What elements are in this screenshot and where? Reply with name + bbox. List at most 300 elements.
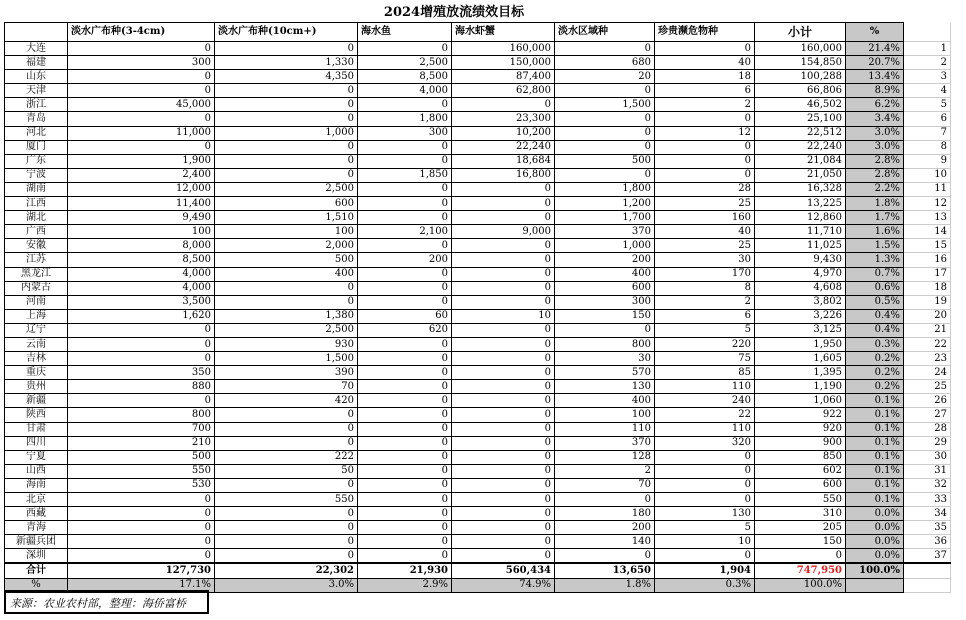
header-rank [904, 23, 951, 42]
value-cell-c1: 0 [68, 323, 215, 337]
total-c6: 1,904 [655, 563, 755, 578]
total-c1: 127,730 [68, 563, 215, 578]
total-c3: 21,930 [358, 563, 452, 578]
value-cell-c6: 0 [655, 140, 755, 154]
value-cell-c5: 300 [555, 295, 655, 309]
value-cell-c4: 0 [452, 478, 555, 492]
region-cell: 青海 [5, 521, 68, 535]
value-cell-c3: 0 [358, 450, 452, 464]
value-cell-c1: 1,620 [68, 309, 215, 323]
share-c3: 2.9% [358, 578, 452, 592]
table-row [5, 281, 951, 295]
value-cell-c5: 1,000 [555, 239, 655, 253]
table-row [5, 323, 951, 337]
value-cell-c1: 700 [68, 422, 215, 436]
value-cell-c6: 22 [655, 408, 755, 422]
pct-cell: 3.0% [846, 126, 904, 140]
value-cell-subtotal: 16,328 [755, 182, 846, 196]
value-cell-c5: 140 [555, 535, 655, 549]
region-cell: 四川 [5, 436, 68, 450]
region-cell: 海南 [5, 478, 68, 492]
value-cell-c4: 0 [452, 366, 555, 380]
value-cell-c2: 0 [215, 140, 358, 154]
value-cell-c2: 930 [215, 337, 358, 351]
value-cell-c5: 0 [555, 84, 655, 98]
pct-cell: 0.0% [846, 521, 904, 535]
region-cell: 贵州 [5, 380, 68, 394]
value-cell-c4: 0 [452, 493, 555, 507]
value-cell-c4: 0 [452, 281, 555, 295]
value-cell-c3: 0 [358, 182, 452, 196]
pct-cell: 0.4% [846, 323, 904, 337]
value-cell-c4: 0 [452, 239, 555, 253]
value-cell-subtotal: 100,288 [755, 70, 846, 84]
value-cell-subtotal: 21,050 [755, 168, 846, 182]
table-row [5, 197, 951, 211]
value-cell-c5: 370 [555, 436, 655, 450]
table-row [5, 42, 951, 56]
value-cell-subtotal: 154,850 [755, 56, 846, 70]
table-row [5, 182, 951, 196]
value-cell-c6: 0 [655, 493, 755, 507]
value-cell-c1: 880 [68, 380, 215, 394]
table-row [5, 450, 951, 464]
value-cell-subtotal: 920 [755, 422, 846, 436]
value-cell-c6: 75 [655, 352, 755, 366]
value-cell-c6: 0 [655, 549, 755, 564]
value-cell-c1: 12,000 [68, 182, 215, 196]
region-cell: 甘肃 [5, 422, 68, 436]
header-c6: 珍贵濒危物种 [655, 23, 755, 42]
pct-cell: 0.2% [846, 352, 904, 366]
pct-cell: 0.2% [846, 380, 904, 394]
pct-cell: 0.1% [846, 408, 904, 422]
table-row [5, 140, 951, 154]
table-row [5, 253, 951, 267]
rank-cell: 9 [904, 154, 951, 168]
table-row [5, 422, 951, 436]
table-row [5, 267, 951, 281]
value-cell-subtotal: 22,512 [755, 126, 846, 140]
value-cell-c1: 550 [68, 464, 215, 478]
value-cell-c3: 0 [358, 507, 452, 521]
value-cell-c6: 160 [655, 211, 755, 225]
value-cell-c4: 0 [452, 267, 555, 281]
value-cell-c6: 110 [655, 422, 755, 436]
region-cell: 大连 [5, 42, 68, 56]
table-row [5, 70, 951, 84]
value-cell-subtotal: 4,970 [755, 267, 846, 281]
value-cell-subtotal: 900 [755, 436, 846, 450]
value-cell-c6: 170 [655, 267, 755, 281]
value-cell-c5: 570 [555, 366, 655, 380]
value-cell-subtotal: 46,502 [755, 98, 846, 112]
total-label: 合计 [5, 563, 68, 578]
pct-cell: 0.5% [846, 295, 904, 309]
value-cell-c3: 0 [358, 337, 452, 351]
table-row [5, 478, 951, 492]
value-cell-c6: 12 [655, 126, 755, 140]
value-cell-c3: 1,850 [358, 168, 452, 182]
rank-cell: 10 [904, 168, 951, 182]
header-region [5, 23, 68, 42]
value-cell-subtotal: 66,806 [755, 84, 846, 98]
rank-cell: 20 [904, 309, 951, 323]
value-cell-c6: 28 [655, 182, 755, 196]
value-cell-c6: 25 [655, 239, 755, 253]
value-cell-c3: 0 [358, 380, 452, 394]
value-cell-c6: 0 [655, 478, 755, 492]
value-cell-c1: 530 [68, 478, 215, 492]
region-cell: 河北 [5, 126, 68, 140]
value-cell-c6: 110 [655, 380, 755, 394]
rank-cell: 5 [904, 98, 951, 112]
value-cell-c3: 2,100 [358, 225, 452, 239]
value-cell-c1: 45,000 [68, 98, 215, 112]
value-cell-c4: 0 [452, 380, 555, 394]
value-cell-c6: 0 [655, 112, 755, 126]
region-cell: 湖北 [5, 211, 68, 225]
value-cell-c4: 0 [452, 253, 555, 267]
value-cell-c6: 6 [655, 84, 755, 98]
value-cell-c4: 10 [452, 309, 555, 323]
value-cell-c1: 0 [68, 535, 215, 549]
value-cell-c3: 1,800 [358, 112, 452, 126]
value-cell-c4: 0 [452, 197, 555, 211]
value-cell-subtotal: 205 [755, 521, 846, 535]
value-cell-subtotal: 600 [755, 478, 846, 492]
rank-cell: 18 [904, 281, 951, 295]
value-cell-c2: 2,500 [215, 323, 358, 337]
value-cell-c3: 200 [358, 253, 452, 267]
region-cell: 辽宁 [5, 323, 68, 337]
value-cell-c2: 550 [215, 493, 358, 507]
value-cell-subtotal: 310 [755, 507, 846, 521]
table-row [5, 98, 951, 112]
value-cell-c1: 0 [68, 70, 215, 84]
region-cell: 厦门 [5, 140, 68, 154]
value-cell-c2: 50 [215, 464, 358, 478]
table-row [5, 225, 951, 239]
value-cell-c1: 800 [68, 408, 215, 422]
table-row [5, 309, 951, 323]
pct-cell: 2.8% [846, 168, 904, 182]
table-row [5, 211, 951, 225]
value-cell-c2: 390 [215, 366, 358, 380]
value-cell-c5: 800 [555, 337, 655, 351]
pct-cell: 1.3% [846, 253, 904, 267]
header-c2: 淡水广布种(10cm+) [215, 23, 358, 42]
table-row [5, 295, 951, 309]
value-cell-c1: 0 [68, 337, 215, 351]
value-cell-c4: 22,240 [452, 140, 555, 154]
share-c5: 1.8% [555, 578, 655, 592]
value-cell-c6: 220 [655, 337, 755, 351]
region-cell: 青岛 [5, 112, 68, 126]
value-cell-c1: 4,000 [68, 267, 215, 281]
total-pct: 100.0% [846, 563, 904, 578]
value-cell-c3: 4,000 [358, 84, 452, 98]
pct-cell: 0.0% [846, 535, 904, 549]
region-cell: 江苏 [5, 253, 68, 267]
table-row [5, 394, 951, 408]
header-c3: 海水鱼 [358, 23, 452, 42]
rank-cell: 34 [904, 507, 951, 521]
value-cell-c1: 0 [68, 352, 215, 366]
table-row [5, 408, 951, 422]
value-cell-c6: 0 [655, 450, 755, 464]
value-cell-c6: 2 [655, 98, 755, 112]
pct-cell: 8.9% [846, 84, 904, 98]
pct-cell: 0.1% [846, 394, 904, 408]
table-row [5, 56, 951, 70]
value-cell-c4: 0 [452, 535, 555, 549]
region-cell: 内蒙古 [5, 281, 68, 295]
value-cell-c5: 1,200 [555, 197, 655, 211]
table-row [5, 168, 951, 182]
value-cell-c1: 0 [68, 140, 215, 154]
value-cell-c4: 0 [452, 352, 555, 366]
value-cell-subtotal: 13,225 [755, 197, 846, 211]
value-cell-c1: 300 [68, 56, 215, 70]
region-cell: 上海 [5, 309, 68, 323]
value-cell-c2: 1,330 [215, 56, 358, 70]
region-cell: 河南 [5, 295, 68, 309]
value-cell-subtotal: 22,240 [755, 140, 846, 154]
region-cell: 黑龙江 [5, 267, 68, 281]
value-cell-c2: 0 [215, 168, 358, 182]
rank-cell: 31 [904, 464, 951, 478]
value-cell-c4: 0 [452, 464, 555, 478]
value-cell-subtotal: 9,430 [755, 253, 846, 267]
table-row [5, 521, 951, 535]
value-cell-subtotal: 21,084 [755, 154, 846, 168]
pct-cell: 0.7% [846, 267, 904, 281]
pct-cell: 0.0% [846, 507, 904, 521]
table-row [5, 493, 951, 507]
value-cell-c5: 0 [555, 493, 655, 507]
pct-cell: 0.6% [846, 281, 904, 295]
value-cell-c3: 0 [358, 98, 452, 112]
share-c4: 74.9% [452, 578, 555, 592]
table-row [5, 84, 951, 98]
value-cell-c3: 0 [358, 549, 452, 564]
value-cell-subtotal: 11,710 [755, 225, 846, 239]
pct-cell: 3.4% [846, 112, 904, 126]
value-cell-c2: 0 [215, 549, 358, 564]
region-cell: 新疆 [5, 394, 68, 408]
value-cell-c6: 25 [655, 197, 755, 211]
rank-cell: 14 [904, 225, 951, 239]
value-cell-c2: 0 [215, 478, 358, 492]
region-cell: 湖南 [5, 182, 68, 196]
value-cell-c3: 0 [358, 197, 452, 211]
value-cell-c2: 0 [215, 98, 358, 112]
rank-cell: 27 [904, 408, 951, 422]
region-cell: 西藏 [5, 507, 68, 521]
region-cell: 宁夏 [5, 450, 68, 464]
region-cell: 北京 [5, 493, 68, 507]
rank-cell: 3 [904, 70, 951, 84]
rank-cell: 17 [904, 267, 951, 281]
value-cell-c3: 0 [358, 211, 452, 225]
value-cell-c4: 150,000 [452, 56, 555, 70]
table-row [5, 126, 951, 140]
share-label: % [5, 578, 68, 592]
value-cell-c4: 0 [452, 295, 555, 309]
value-cell-c1: 0 [68, 112, 215, 126]
value-cell-c6: 85 [655, 366, 755, 380]
value-cell-c1: 8,500 [68, 253, 215, 267]
value-cell-c6: 0 [655, 42, 755, 56]
pct-cell: 0.2% [846, 366, 904, 380]
rank-cell: 26 [904, 394, 951, 408]
value-cell-c3: 2,500 [358, 56, 452, 70]
value-cell-c5: 400 [555, 394, 655, 408]
value-cell-c6: 240 [655, 394, 755, 408]
pct-cell: 6.2% [846, 98, 904, 112]
table-row [5, 154, 951, 168]
value-cell-c2: 1,000 [215, 126, 358, 140]
share-c6: 0.3% [655, 578, 755, 592]
value-cell-c5: 110 [555, 422, 655, 436]
total-subtotal: 747,950 [755, 563, 846, 578]
value-cell-c4: 0 [452, 323, 555, 337]
value-cell-c2: 0 [215, 521, 358, 535]
value-cell-c4: 23,300 [452, 112, 555, 126]
total-row [5, 563, 951, 578]
pct-cell: 3.0% [846, 140, 904, 154]
value-cell-c6: 0 [655, 154, 755, 168]
value-cell-c1: 0 [68, 549, 215, 564]
rank-cell: 4 [904, 84, 951, 98]
rank-cell: 2 [904, 56, 951, 70]
value-cell-subtotal: 1,950 [755, 337, 846, 351]
rank-cell: 21 [904, 323, 951, 337]
value-cell-c4: 0 [452, 211, 555, 225]
pct-cell: 20.7% [846, 56, 904, 70]
value-cell-c5: 128 [555, 450, 655, 464]
spreadsheet [4, 4, 951, 593]
region-cell: 山东 [5, 70, 68, 84]
value-cell-c2: 100 [215, 225, 358, 239]
header-pct: % [846, 23, 904, 42]
value-cell-c1: 210 [68, 436, 215, 450]
value-cell-c3: 0 [358, 295, 452, 309]
rank-cell: 6 [904, 112, 951, 126]
value-cell-c2: 0 [215, 422, 358, 436]
rank-cell: 1 [904, 42, 951, 56]
value-cell-c1: 500 [68, 450, 215, 464]
region-cell: 江西 [5, 197, 68, 211]
table-row [5, 535, 951, 549]
region-cell: 广西 [5, 225, 68, 239]
value-cell-c5: 0 [555, 126, 655, 140]
value-cell-c6: 2 [655, 295, 755, 309]
value-cell-c4: 0 [452, 521, 555, 535]
value-cell-c3: 0 [358, 408, 452, 422]
pct-cell: 0.1% [846, 436, 904, 450]
value-cell-c3: 0 [358, 267, 452, 281]
value-cell-c4: 0 [452, 394, 555, 408]
value-cell-c6: 40 [655, 225, 755, 239]
value-cell-c1: 11,400 [68, 197, 215, 211]
value-cell-c2: 600 [215, 197, 358, 211]
value-cell-c5: 400 [555, 267, 655, 281]
value-cell-c2: 0 [215, 535, 358, 549]
value-cell-c4: 0 [452, 98, 555, 112]
share-subtotal: 100.0% [755, 578, 846, 592]
value-cell-c4: 0 [452, 507, 555, 521]
value-cell-c4: 18,684 [452, 154, 555, 168]
value-cell-c5: 370 [555, 225, 655, 239]
value-cell-c2: 0 [215, 408, 358, 422]
value-cell-c5: 600 [555, 281, 655, 295]
value-cell-c4: 0 [452, 422, 555, 436]
region-cell: 宁波 [5, 168, 68, 182]
header-c4: 海水虾蟹 [452, 23, 555, 42]
value-cell-c6: 320 [655, 436, 755, 450]
pct-cell: 2.2% [846, 182, 904, 196]
value-cell-c3: 620 [358, 323, 452, 337]
rank-cell: 15 [904, 239, 951, 253]
value-cell-c5: 0 [555, 549, 655, 564]
value-cell-c1: 4,000 [68, 281, 215, 295]
share-pct-blank [846, 578, 904, 592]
value-cell-c6: 6 [655, 309, 755, 323]
value-cell-c2: 4,350 [215, 70, 358, 84]
value-cell-c5: 0 [555, 168, 655, 182]
value-cell-subtotal: 3,802 [755, 295, 846, 309]
value-cell-c1: 0 [68, 507, 215, 521]
rank-cell: 33 [904, 493, 951, 507]
rank-cell: 11 [904, 182, 951, 196]
value-cell-c1: 0 [68, 493, 215, 507]
rank-cell: 24 [904, 366, 951, 380]
value-cell-c6: 5 [655, 521, 755, 535]
value-cell-c3: 0 [358, 493, 452, 507]
value-cell-c6: 5 [655, 323, 755, 337]
value-cell-subtotal: 1,190 [755, 380, 846, 394]
value-cell-c5: 200 [555, 253, 655, 267]
region-cell: 吉林 [5, 352, 68, 366]
region-cell: 重庆 [5, 366, 68, 380]
total-c2: 22,302 [215, 563, 358, 578]
region-cell: 陕西 [5, 408, 68, 422]
value-cell-c4: 10,200 [452, 126, 555, 140]
value-cell-c6: 130 [655, 507, 755, 521]
value-cell-c2: 1,500 [215, 352, 358, 366]
value-cell-c3: 0 [358, 394, 452, 408]
value-cell-c2: 70 [215, 380, 358, 394]
value-cell-c5: 0 [555, 140, 655, 154]
pct-cell: 0.1% [846, 464, 904, 478]
value-cell-subtotal: 11,025 [755, 239, 846, 253]
value-cell-subtotal: 3,226 [755, 309, 846, 323]
value-cell-subtotal: 1,060 [755, 394, 846, 408]
rank-cell: 37 [904, 549, 951, 564]
region-cell: 山西 [5, 464, 68, 478]
rank-cell: 25 [904, 380, 951, 394]
value-cell-c2: 500 [215, 253, 358, 267]
value-cell-c1: 0 [68, 42, 215, 56]
value-cell-c2: 400 [215, 267, 358, 281]
value-cell-c3: 300 [358, 126, 452, 140]
value-cell-subtotal: 602 [755, 464, 846, 478]
value-cell-c1: 0 [68, 521, 215, 535]
value-cell-c3: 0 [358, 239, 452, 253]
value-cell-c4: 0 [452, 549, 555, 564]
